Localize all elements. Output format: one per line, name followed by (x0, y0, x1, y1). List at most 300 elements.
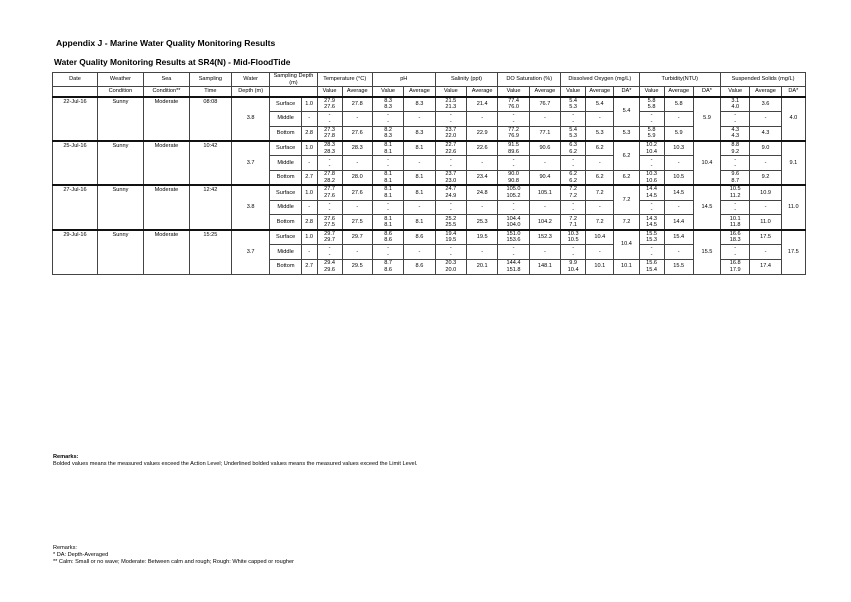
salinity-average-cell: 20.1 (466, 259, 497, 274)
temperature-value-cell-reading-2: 27.8 (324, 133, 335, 140)
turbidity-value-cell (639, 170, 664, 185)
temperature-value-cell-reading-2: 28.2 (324, 177, 335, 184)
salinity-value-cell-reading-1: 23.7 (445, 171, 457, 178)
water-depth-cell: 3.8 (231, 97, 270, 141)
header-average: Average (664, 87, 693, 97)
ph-value-cell (372, 141, 403, 156)
turbidity-value-cell-reading-2: 14.5 (646, 222, 657, 229)
turbidity-average-cell: - (664, 244, 693, 259)
turbidity-value-cell (639, 259, 664, 274)
turbidity-da-cell: 10.4 (693, 141, 720, 185)
salinity-value-cell-reading-2: 24.9 (445, 192, 457, 199)
remarks-text: Bolded values means the measured values exceed the Action Level; Underlined bolded values means the measured values exceed the Limit Level. (53, 461, 418, 467)
dissolved-oxygen-value-cell-reading-2: 5.3 (569, 133, 578, 140)
do-saturation-value-cell (498, 141, 529, 156)
salinity-average-cell: 23.4 (466, 170, 497, 185)
sampling-depth-cell: - (301, 156, 317, 171)
turbidity-average-cell: 5.8 (664, 97, 693, 112)
do-saturation-value-cell (498, 185, 529, 200)
turbidity-value-cell-reading-2: 5.8 (647, 104, 656, 111)
turbidity-da-cell: 15.5 (693, 230, 720, 274)
salinity-value-cell-reading-1: 24.7 (445, 186, 457, 193)
turbidity-value-cell-reading-2: 10.6 (646, 177, 657, 184)
do-saturation-value-cell (498, 215, 529, 230)
header-water-2: Depth (m) (231, 87, 270, 97)
salinity-average-cell: - (466, 200, 497, 215)
header-average: Average (750, 87, 781, 97)
salinity-average-cell: 22.6 (466, 141, 497, 156)
dissolved-oxygen-value-cell-reading-2: 6.2 (569, 148, 578, 155)
do-saturation-value-cell (498, 244, 529, 259)
ph-value-cell-reading-1: 8.1 (384, 215, 392, 222)
temperature-value-cell (317, 185, 342, 200)
depth-level-cell: Middle (270, 200, 301, 215)
ph-value-cell-reading-1: 8.3 (384, 97, 392, 104)
temperature-average-cell: - (342, 244, 372, 259)
ph-value-cell-reading-2: 8.3 (384, 104, 392, 111)
turbidity-value-cell-reading-2: 10.4 (646, 148, 657, 155)
temperature-average-cell: - (342, 200, 372, 215)
footnote-da: * DA: Depth-Averaged (53, 552, 109, 558)
suspended-solids-value-cell-reading-2: 8.7 (731, 177, 740, 184)
header-sampling: Sampling (189, 73, 231, 87)
ph-value-cell-reading-1: 8.7 (384, 260, 392, 267)
dissolved-oxygen-value-cell (561, 170, 586, 185)
header-da: DA* (693, 87, 720, 97)
salinity-value-cell (435, 170, 466, 185)
turbidity-value-cell-reading-1: 15.5 (646, 230, 657, 237)
header-value: Value (721, 87, 750, 97)
turbidity-value-cell-reading-1: 5.8 (647, 97, 656, 104)
temperature-value-cell-reading-2: 29.7 (324, 237, 335, 244)
sampling-depth-cell: 1.0 (301, 97, 317, 112)
header-sea: Sea (143, 73, 189, 87)
turbidity-value-cell-reading-2: 15.3 (646, 237, 657, 244)
do-saturation-value-cell-reading-2: - (512, 118, 515, 125)
salinity-value-cell (435, 200, 466, 215)
header-weather-2: Condition (97, 87, 143, 97)
sampling-time-cell: 10:42 (189, 141, 231, 185)
turbidity-average-cell: 10.3 (664, 141, 693, 156)
temperature-value-cell (317, 259, 342, 274)
water-quality-table (52, 72, 806, 275)
ph-value-cell-reading-2: 8.6 (384, 266, 392, 273)
suspended-solids-value-cell-reading-2: 18.3 (729, 237, 741, 244)
ph-value-cell-reading-1: 8.1 (384, 171, 392, 178)
dissolved-oxygen-value-cell (561, 215, 586, 230)
turbidity-value-cell-reading-2: - (650, 251, 653, 258)
ph-value-cell-reading-2: 8.1 (384, 177, 392, 184)
header-turbidity: Turbidity(NTU) (639, 73, 721, 87)
suspended-solids-average-cell: - (750, 156, 781, 171)
dissolved-oxygen-value-cell (561, 200, 586, 215)
ph-average-cell: 8.1 (404, 141, 435, 156)
dissolved-oxygen-average-cell: - (586, 156, 614, 171)
dissolved-oxygen-value-cell (561, 111, 586, 126)
turbidity-average-cell: 15.5 (664, 259, 693, 274)
suspended-solids-average-cell: 17.4 (750, 259, 781, 274)
suspended-solids-value-cell-reading-2: - (734, 163, 737, 170)
sampling-depth-cell: 2.7 (301, 170, 317, 185)
weather-cell: Sunny (97, 97, 143, 141)
header-date-blank (53, 87, 98, 97)
salinity-value-cell-reading-1: - (449, 200, 452, 207)
dissolved-oxygen-value-cell (561, 244, 586, 259)
salinity-average-cell: 22.9 (466, 126, 497, 141)
suspended-solids-average-cell: 11.0 (750, 215, 781, 230)
dissolved-oxygen-average-cell: 6.2 (586, 170, 614, 185)
water-depth-cell: 3.7 (231, 230, 270, 274)
turbidity-value-cell-reading-1: 10.3 (646, 171, 657, 178)
turbidity-average-cell: 14.4 (664, 215, 693, 230)
ph-value-cell (372, 230, 403, 245)
suspended-solids-value-cell-reading-1: 16.6 (729, 230, 741, 237)
temperature-average-cell: 28.3 (342, 141, 372, 156)
dissolved-oxygen-value-cell-reading-2: - (572, 118, 575, 125)
do-saturation-value-cell-reading-2: 151.8 (506, 266, 521, 273)
sampling-depth-cell: 1.0 (301, 230, 317, 245)
header-sea-2: Condition** (143, 87, 189, 97)
ph-value-cell (372, 156, 403, 171)
temperature-average-cell: 28.0 (342, 170, 372, 185)
dissolved-oxygen-value-cell-reading-1: 5.4 (569, 126, 578, 133)
dissolved-oxygen-da-cell: 5.4 (614, 97, 639, 127)
temperature-average-cell: - (342, 111, 372, 126)
salinity-value-cell-reading-2: 21.3 (445, 104, 457, 111)
ph-value-cell-reading-1: 8.6 (384, 230, 392, 237)
dissolved-oxygen-da-cell: 6.2 (614, 141, 639, 171)
temperature-value-cell-reading-2: 27.6 (324, 192, 335, 199)
date-cell: 22-Jul-16 (53, 97, 98, 141)
ph-value-cell-reading-2: 8.1 (384, 222, 392, 229)
ph-value-cell-reading-2: 8.1 (384, 192, 392, 199)
suspended-solids-da-cell: 4.0 (781, 97, 805, 141)
ph-average-cell: - (404, 111, 435, 126)
salinity-value-cell-reading-1: - (449, 245, 452, 252)
temperature-value-cell-reading-2: 27.6 (324, 104, 335, 111)
sampling-depth-cell: 2.8 (301, 126, 317, 141)
depth-level-cell: Surface (270, 141, 301, 156)
turbidity-value-cell-reading-1: 15.6 (646, 260, 657, 267)
salinity-average-cell: - (466, 156, 497, 171)
ph-average-cell: 8.1 (404, 215, 435, 230)
salinity-average-cell: 24.8 (466, 185, 497, 200)
do-saturation-average-cell: 90.4 (529, 170, 560, 185)
turbidity-value-cell-reading-2: 14.5 (646, 192, 657, 199)
ph-average-cell: 8.3 (404, 126, 435, 141)
salinity-value-cell-reading-2: - (449, 251, 452, 258)
temperature-value-cell-reading-1: - (328, 245, 331, 252)
dissolved-oxygen-da-bottom-cell: 5.3 (614, 126, 639, 141)
ph-value-cell-reading-2: 8.6 (384, 237, 392, 244)
temperature-value-cell-reading-2: - (328, 207, 331, 214)
do-saturation-value-cell-reading-1: - (512, 200, 515, 207)
turbidity-average-cell: 15.4 (664, 230, 693, 245)
turbidity-da-cell: 14.5 (693, 185, 720, 229)
do-saturation-value-cell-reading-1: 144.4 (506, 260, 521, 267)
ph-value-cell-reading-2: - (387, 163, 390, 170)
date-cell: 27-Jul-16 (53, 185, 98, 229)
dissolved-oxygen-average-cell: 7.2 (586, 185, 614, 200)
weather-cell: Sunny (97, 185, 143, 229)
ph-average-cell: - (404, 244, 435, 259)
suspended-solids-value-cell (721, 126, 750, 141)
sea-condition-cell: Moderate (143, 141, 189, 185)
salinity-value-cell (435, 244, 466, 259)
ph-value-cell (372, 259, 403, 274)
depth-level-cell: Bottom (270, 215, 301, 230)
dissolved-oxygen-average-cell: 6.2 (586, 141, 614, 156)
depth-level-cell: Surface (270, 97, 301, 112)
dissolved-oxygen-average-cell: - (586, 200, 614, 215)
do-saturation-value-cell (498, 97, 529, 112)
dissolved-oxygen-value-cell-reading-1: 9.9 (569, 260, 578, 267)
salinity-value-cell-reading-2: - (449, 118, 452, 125)
temperature-value-cell (317, 97, 342, 112)
turbidity-value-cell (639, 126, 664, 141)
salinity-value-cell-reading-1: 20.3 (445, 260, 457, 267)
sampling-depth-cell: 1.0 (301, 141, 317, 156)
header-average: Average (586, 87, 614, 97)
do-saturation-average-cell: 104.2 (529, 215, 560, 230)
suspended-solids-value-cell-reading-1: - (734, 112, 737, 119)
turbidity-average-cell: - (664, 156, 693, 171)
dissolved-oxygen-value-cell-reading-2: 7.2 (569, 192, 578, 199)
dissolved-oxygen-average-cell: 10.1 (586, 259, 614, 274)
header-dissolved-oxygen: Dissolved Oxygen (mg/L) (561, 73, 639, 87)
dissolved-oxygen-value-cell-reading-2: - (572, 251, 575, 258)
dissolved-oxygen-da-bottom-cell: 6.2 (614, 170, 639, 185)
do-saturation-average-cell: 152.3 (529, 230, 560, 245)
ph-value-cell (372, 170, 403, 185)
temperature-average-cell: 27.8 (342, 97, 372, 112)
temperature-value-cell-reading-1: 29.7 (324, 230, 335, 237)
header-date: Date (53, 73, 98, 87)
dissolved-oxygen-value-cell-reading-1: 6.2 (569, 171, 578, 178)
do-saturation-value-cell (498, 259, 529, 274)
suspended-solids-value-cell-reading-2: 4.0 (731, 104, 740, 111)
temperature-value-cell-reading-1: 27.9 (324, 97, 335, 104)
ph-average-cell: 8.1 (404, 170, 435, 185)
ph-value-cell (372, 97, 403, 112)
turbidity-value-cell-reading-1: - (650, 156, 653, 163)
table-row (53, 141, 806, 156)
salinity-value-cell-reading-1: 25.2 (445, 215, 457, 222)
salinity-value-cell (435, 230, 466, 245)
suspended-solids-value-cell (721, 200, 750, 215)
depth-level-cell: Bottom (270, 126, 301, 141)
header-value: Value (372, 87, 403, 97)
suspended-solids-average-cell: 3.6 (750, 97, 781, 112)
temperature-value-cell-reading-2: - (328, 251, 331, 258)
do-saturation-value-cell-reading-1: - (512, 245, 515, 252)
suspended-solids-average-cell: - (750, 200, 781, 215)
ph-value-cell-reading-1: 8.2 (384, 126, 392, 133)
temperature-value-cell (317, 141, 342, 156)
header-salinity: Salinity (ppt) (435, 73, 498, 87)
salinity-value-cell-reading-1: 19.4 (445, 230, 457, 237)
do-saturation-value-cell-reading-2: 90.8 (508, 177, 519, 184)
remarks-heading: Remarks: (53, 545, 77, 551)
temperature-average-cell: 27.6 (342, 185, 372, 200)
do-saturation-value-cell-reading-1: 105.0 (506, 186, 521, 193)
do-saturation-value-cell-reading-1: - (512, 156, 515, 163)
suspended-solids-value-cell-reading-2: 11.8 (729, 222, 741, 229)
dissolved-oxygen-value-cell-reading-2: 10.4 (567, 266, 579, 273)
temperature-value-cell-reading-1: - (328, 112, 331, 119)
turbidity-value-cell-reading-1: - (650, 245, 653, 252)
ph-value-cell-reading-1: - (387, 112, 390, 119)
temperature-value-cell (317, 215, 342, 230)
sampling-depth-cell: 1.0 (301, 185, 317, 200)
salinity-value-cell-reading-2: 19.5 (445, 237, 457, 244)
depth-level-cell: Middle (270, 156, 301, 171)
ph-average-cell: - (404, 200, 435, 215)
turbidity-value-cell (639, 200, 664, 215)
suspended-solids-average-cell: 10.9 (750, 185, 781, 200)
header-sampling-depth: Sampling Depth (m) (270, 73, 317, 87)
salinity-value-cell (435, 185, 466, 200)
do-saturation-value-cell-reading-1: 77.4 (508, 97, 519, 104)
suspended-solids-average-cell: 4.3 (750, 126, 781, 141)
suspended-solids-value-cell-reading-1: 3.1 (731, 97, 740, 104)
do-saturation-value-cell (498, 126, 529, 141)
dissolved-oxygen-value-cell (561, 141, 586, 156)
weather-cell: Sunny (97, 141, 143, 185)
turbidity-value-cell (639, 185, 664, 200)
dissolved-oxygen-average-cell: - (586, 244, 614, 259)
temperature-average-cell: 27.6 (342, 126, 372, 141)
ph-value-cell (372, 200, 403, 215)
temperature-value-cell-reading-1: 29.4 (324, 260, 335, 267)
do-saturation-value-cell (498, 200, 529, 215)
salinity-value-cell-reading-1: - (449, 156, 452, 163)
suspended-solids-average-cell: 9.2 (750, 170, 781, 185)
header-suspended-solids: Suspended Solids (mg/L) (721, 73, 806, 87)
do-saturation-value-cell-reading-2: 104.0 (506, 222, 521, 229)
header-value: Value (498, 87, 529, 97)
dissolved-oxygen-value-cell-reading-1: 10.3 (567, 230, 579, 237)
suspended-solids-value-cell (721, 244, 750, 259)
sea-condition-cell: Moderate (143, 230, 189, 274)
salinity-value-cell-reading-2: 25.5 (445, 222, 457, 229)
date-cell: 25-Jul-16 (53, 141, 98, 185)
do-saturation-value-cell-reading-2: 76.9 (508, 133, 519, 140)
salinity-value-cell-reading-2: - (449, 207, 452, 214)
do-saturation-average-cell: 90.6 (529, 141, 560, 156)
dissolved-oxygen-value-cell (561, 185, 586, 200)
ph-value-cell-reading-1: 8.1 (384, 186, 392, 193)
do-saturation-value-cell-reading-1: 91.5 (508, 142, 519, 149)
salinity-value-cell (435, 126, 466, 141)
do-saturation-value-cell (498, 230, 529, 245)
temperature-value-cell (317, 156, 342, 171)
dissolved-oxygen-value-cell (561, 230, 586, 245)
salinity-average-cell: 21.4 (466, 97, 497, 112)
suspended-solids-value-cell-reading-2: - (734, 118, 737, 125)
turbidity-value-cell-reading-2: - (650, 118, 653, 125)
header-weather: Weather (97, 73, 143, 87)
water-depth-cell: 3.8 (231, 185, 270, 229)
turbidity-value-cell-reading-2: - (650, 163, 653, 170)
remarks-footnotes (53, 545, 294, 566)
sampling-depth-cell: - (301, 244, 317, 259)
ph-value-cell-reading-2: - (387, 251, 390, 258)
do-saturation-value-cell-reading-1: 77.2 (508, 126, 519, 133)
header-ph: pH (372, 73, 435, 87)
temperature-value-cell-reading-1: - (328, 200, 331, 207)
temperature-average-cell: 27.5 (342, 215, 372, 230)
salinity-value-cell-reading-2: 23.0 (445, 177, 457, 184)
turbidity-value-cell (639, 97, 664, 112)
dissolved-oxygen-average-cell: - (586, 111, 614, 126)
salinity-value-cell-reading-1: 22.7 (445, 142, 457, 149)
do-saturation-value-cell (498, 170, 529, 185)
suspended-solids-average-cell: - (750, 111, 781, 126)
salinity-average-cell: - (466, 111, 497, 126)
suspended-solids-value-cell-reading-1: 10.5 (729, 186, 741, 193)
turbidity-average-cell: - (664, 111, 693, 126)
sampling-depth-cell: - (301, 200, 317, 215)
do-saturation-average-cell: - (529, 156, 560, 171)
turbidity-da-cell: 5.9 (693, 97, 720, 141)
header-sampling-depth-blank (270, 87, 317, 97)
depth-level-cell: Surface (270, 185, 301, 200)
table-subtitle: Water Quality Monitoring Results at SR4(N) - Mid-FloodTide (54, 57, 291, 67)
suspended-solids-da-cell: 17.5 (781, 230, 805, 274)
turbidity-value-cell (639, 244, 664, 259)
temperature-value-cell (317, 200, 342, 215)
table-row (53, 97, 806, 112)
suspended-solids-value-cell (721, 215, 750, 230)
header-value: Value (317, 87, 342, 97)
depth-level-cell: Middle (270, 111, 301, 126)
dissolved-oxygen-value-cell (561, 156, 586, 171)
header-da: DA* (614, 87, 639, 97)
ph-average-cell: - (404, 156, 435, 171)
suspended-solids-value-cell-reading-1: - (734, 156, 737, 163)
suspended-solids-value-cell (721, 141, 750, 156)
ph-average-cell: 8.3 (404, 97, 435, 112)
dissolved-oxygen-value-cell-reading-1: - (572, 245, 575, 252)
temperature-value-cell-reading-2: 28.3 (324, 148, 335, 155)
footnote-sea-condition: ** Calm: Small or no wave; Moderate: Between calm and rough; Rough: White capped or rougher (53, 559, 294, 565)
do-saturation-average-cell: - (529, 244, 560, 259)
turbidity-average-cell: 5.9 (664, 126, 693, 141)
header-do-saturation: DO Saturation (%) (498, 73, 561, 87)
ph-value-cell-reading-1: 8.1 (384, 142, 392, 149)
header-temperature: Temperature (°C) (317, 73, 372, 87)
do-saturation-average-cell: - (529, 111, 560, 126)
ph-value-cell (372, 126, 403, 141)
do-saturation-average-cell: 105.1 (529, 185, 560, 200)
turbidity-average-cell: 10.5 (664, 170, 693, 185)
suspended-solids-value-cell (721, 111, 750, 126)
suspended-solids-da-cell: 9.1 (781, 141, 805, 185)
temperature-value-cell-reading-1: 27.7 (324, 186, 335, 193)
suspended-solids-value-cell-reading-1: 10.1 (729, 215, 741, 222)
turbidity-value-cell-reading-2: 15.4 (646, 266, 657, 273)
header-average: Average (529, 87, 560, 97)
header-average: Average (466, 87, 497, 97)
ph-value-cell-reading-2: 8.1 (384, 148, 392, 155)
salinity-value-cell-reading-1: 21.5 (445, 97, 457, 104)
depth-level-cell: Bottom (270, 170, 301, 185)
suspended-solids-value-cell (721, 97, 750, 112)
temperature-value-cell-reading-1: - (328, 156, 331, 163)
turbidity-value-cell-reading-1: 5.8 (647, 126, 656, 133)
temperature-value-cell (317, 170, 342, 185)
